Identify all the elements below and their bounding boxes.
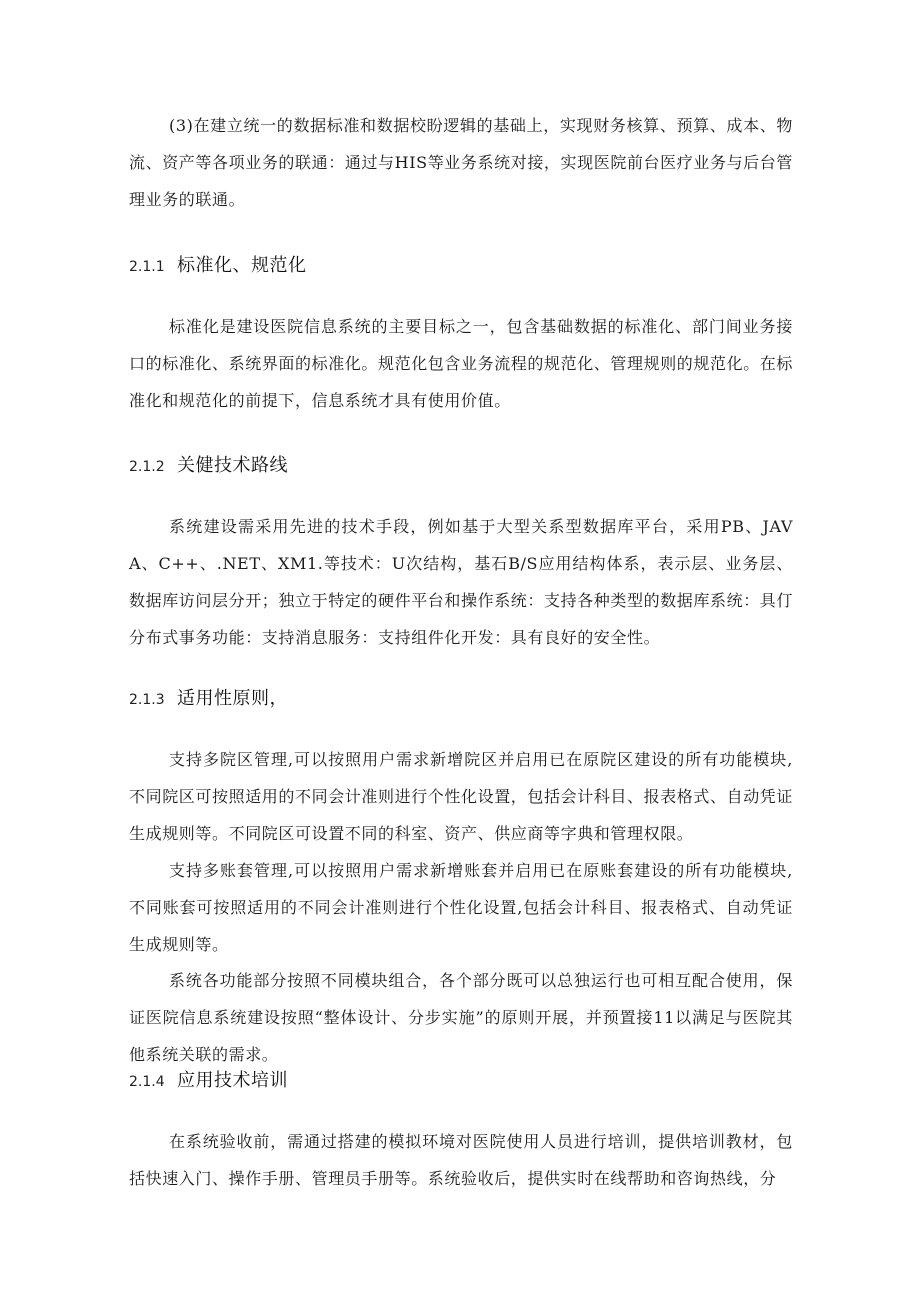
section-heading-2-1-2 (129, 454, 288, 479)
section-title: 标准化、规范化 (177, 255, 307, 276)
section-title: 适用性原则， (177, 688, 288, 709)
paragraph-data-linkage: (3)在建立统一的数据标准和数据校盼逻辑的基础上，实现财务核算、预算、成本、物流、资产等各项业务的联通：通过与HIS等业务系统对接，实现医院前台医疗业务与后台管理业务的联通。 (129, 116, 793, 209)
section-heading-2-1-1 (129, 254, 307, 279)
paragraph-training: 在系统验收前，需通过搭建的模拟环境对医院使用人员进行培训，提供培训教材，包括快速入门、操作手册、管理员手册等。系统验收后，提供实时在线帮助和咨询热线，分 (129, 1132, 793, 1188)
section-number: 2.1.1 (129, 259, 165, 275)
section-heading-2-1-4 (129, 1069, 288, 1094)
paragraph-technical-route: 系统建设需采用先进的技术手段，例如基于大型关系型数据库平台，采用PB、JAVA、C++、.NET、XM1.等技术：U次结构，基石B/S应用结构体系，表示层、业务层、数据库访问层分开；独立于特定的硬件平台和操作系统：支持各种类型的数据库系统：具仃分布式事务功能：支持消息服务：支持组件化开发：具有良好的安全性。 (129, 517, 794, 647)
section-title: 关健技术路线 (177, 455, 288, 476)
section-number: 2.1.4 (129, 1074, 165, 1090)
paragraph-standardization: 标准化是建设医院信息系统的主要目标之一，包含基础数据的标准化、部门间业务接口的标准化、系统界面的标准化。规范化包含业务流程的规范化、管理规则的规范化。在标准化和规范化的前提下，信息系统才具有使用价值。 (129, 317, 794, 410)
section-number: 2.1.2 (129, 459, 165, 475)
section-number: 2.1.3 (129, 692, 165, 708)
section-heading-2-1-3 (129, 687, 288, 712)
section-title: 应用技术培训 (177, 1070, 288, 1091)
paragraph-modules: 系统各功能部分按照不同模块组合，各个部分既可以总独运行也可相互配合使用，保证医院信息系统建设按照“整体设计、分步实施”的原则开展，并预置接11以满足与医院其他系统关联的需求。 (129, 971, 793, 1064)
paragraph-multi-account: 支持多账套管理,可以按照用户需求新增账套并启用已在原账套建设的所有功能模块,不同账套可按照适用的不同会计准则进行个性化设置,包括会计科目、报表格式、自动凭证生成规则等。 (129, 861, 793, 954)
paragraph-multi-campus: 支持多院区管理,可以按照用户需求新增院区并启用已在原院区建设的所有功能模块,不同院区可按照适用的不同会计准则进行个性化设置，包括会计科目、报表格式、自动凭证生成规则等。不同院区可设置不同的科室、资产、供应商等字典和管理权限。 (129, 750, 794, 843)
